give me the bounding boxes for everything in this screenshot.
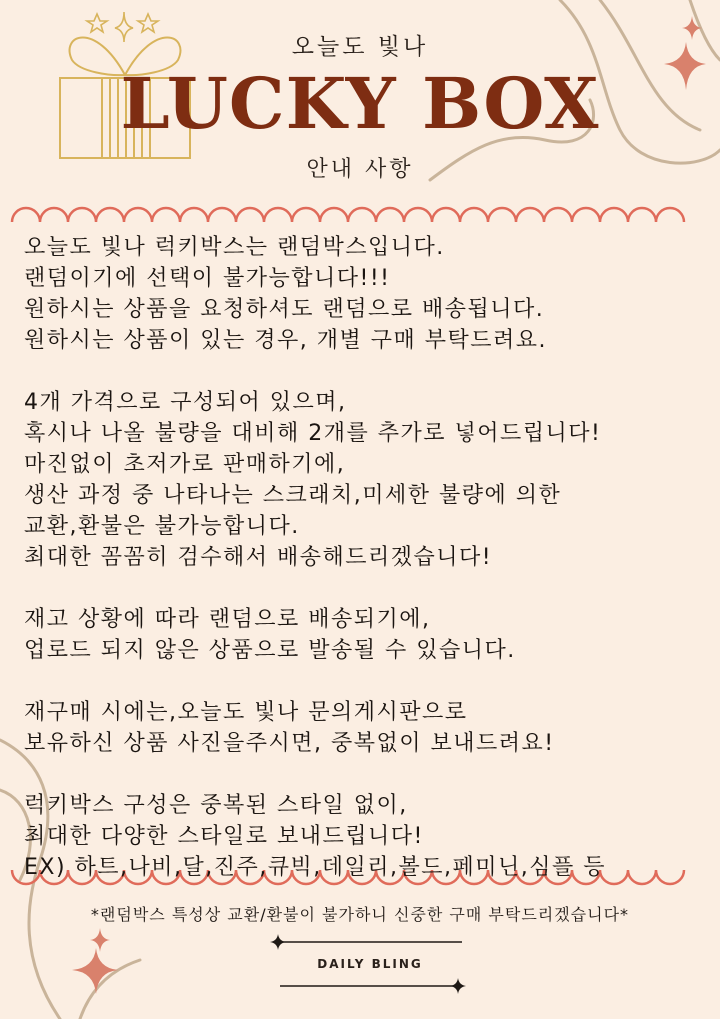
notice-paragraph bbox=[24, 232, 714, 356]
notice-line: 재고 상황에 따라 랜덤으로 배송되기에, bbox=[24, 607, 431, 632]
notice-line: 마진없이 초저가로 판매하기에, bbox=[24, 452, 346, 477]
notice-line: 업로드 되지 않은 상품으로 발송될 수 있습니다. bbox=[24, 638, 516, 663]
notice-paragraph bbox=[24, 790, 714, 883]
section-label: 안내 사항 bbox=[306, 157, 414, 182]
notice-line: 재구매 시에는,오늘도 빛나 문의게시판으로 bbox=[24, 700, 468, 725]
brand-name: DAILY BLING bbox=[317, 957, 423, 971]
page-title: LUCKY BOX bbox=[120, 62, 600, 145]
subtitle: 오늘도 빛나 bbox=[291, 34, 429, 60]
notice-line: 최대한 다양한 스타일로 보내드립니다! bbox=[24, 824, 424, 849]
black-sparkle-icon bbox=[450, 978, 466, 994]
notice-line: EX) 하트,나비,달,진주,큐빅,데일리,볼드,페미닌,심플 등 bbox=[24, 855, 607, 880]
notice-line: 원하시는 상품이 있는 경우, 개별 구매 부탁드려요. bbox=[24, 328, 547, 353]
notice-line: 최대한 꼼꼼히 검수해서 배송해드리겠습니다! bbox=[24, 545, 493, 570]
notice-line: 럭키박스 구성은 중복된 스타일 없이, bbox=[24, 793, 408, 818]
notice-paragraph bbox=[24, 604, 714, 666]
notice-body bbox=[24, 232, 714, 883]
notice-line: 혹시나 나올 불량을 대비해 2개를 추가로 넣어드립니다! bbox=[24, 421, 602, 446]
notice-line: 랜덤이기에 선택이 불가능합니다!!! bbox=[24, 266, 391, 291]
notice-line: 교환,환불은 불가능합니다. bbox=[24, 514, 300, 539]
notice-line: 생산 과정 중 나타나는 스크래치,미세한 불량에 의한 bbox=[24, 483, 562, 508]
notice-line: 원하시는 상품을 요청하셔도 랜덤으로 배송됩니다. bbox=[24, 297, 545, 322]
notice-line: 오늘도 빛나 럭키박스는 랜덤박스입니다. bbox=[24, 235, 445, 260]
notice-paragraph bbox=[24, 387, 714, 573]
notice-line: 보유하신 상품 사진을주시면, 중복없이 보내드려요! bbox=[24, 731, 555, 756]
black-sparkle-icon bbox=[270, 934, 286, 950]
scallop-divider-top bbox=[12, 208, 684, 222]
notice-paragraph bbox=[24, 697, 714, 759]
footnote: *랜덤박스 특성상 교환/환불이 불가하니 신중한 구매 부탁드리겠습니다* bbox=[90, 905, 630, 924]
notice-line: 4개 가격으로 구성되어 있으며, bbox=[24, 390, 347, 415]
